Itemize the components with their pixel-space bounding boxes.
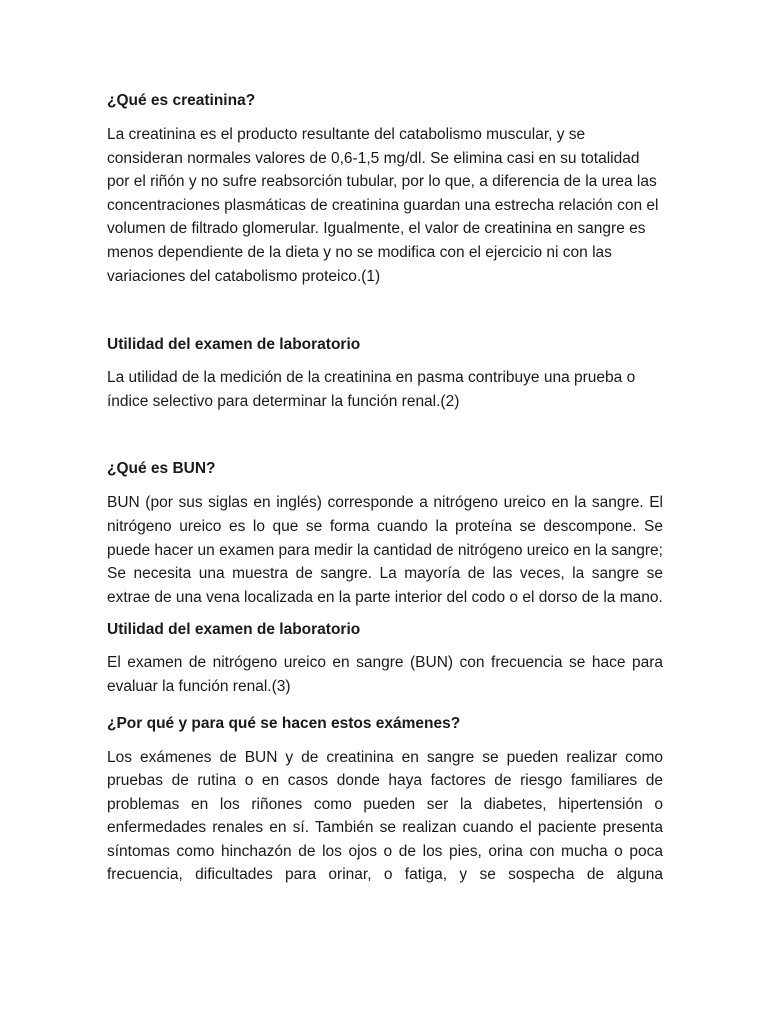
paragraph-por-que-examenes: Los exámenes de BUN y de creatinina en sangre se pueden realizar como pruebas de rutina o en casos donde haya factores de riesgo familiares de problemas en los riñones como pueden ser la diabetes, hipertensión o enfermedades renales en sí. También se realizan cuando el paciente presenta síntomas como hinchazón de los ojos o de los pies, orina con mucha o poca frecuencia, dificultades para orinar, o fatiga, y se sospecha de alguna xyxy=(107,748,663,884)
heading-que-es-creatinina: ¿Qué es creatinina? xyxy=(107,92,256,109)
heading-por-que-examenes: ¿Por qué y para qué se hacen estos exámenes? xyxy=(107,714,461,732)
paragraph-utilidad-creatinina: La utilidad de la medición de la creatinina en pasma contribuye una prueba o índice selectivo para determinar la función renal.(2) xyxy=(107,369,636,410)
heading-utilidad-bun: Utilidad del examen de laboratorio xyxy=(107,621,361,639)
heading-utilidad-creatinina: Utilidad del examen de laboratorio xyxy=(107,336,361,354)
paragraph-creatinina: La creatinina es el producto resultante del catabolismo muscular, y se consideran normales valores de 0,6-1,5 mg/dl. Se elimina casi en su totalidad por el riñón y no sufre reabsorción tubular, por lo que, a diferencia de la urea las concentraciones plasmáticas de creatinina guardan una estrecha relación con el volumen de filtrado glomerular. Igualmente, el valor de creatinina en sangre es menos dependiente de la dieta y no se modifica con el ejercicio ni con las variaciones del catabolismo proteico.(1) xyxy=(107,126,659,285)
document-content xyxy=(107,90,663,887)
paragraph-utilidad-bun: El examen de nitrógeno ureico en sangre (BUN) con frecuencia se hace para evaluar la función renal.(3) xyxy=(107,654,663,695)
paragraph-bun: BUN (por sus siglas en inglés) corresponde a nitrógeno ureico en la sangre. El nitrógeno ureico es lo que se forma cuando la proteína se descompone. Se puede hacer un examen para medir la cantidad de nitrógeno ureico en la sangre; Se necesita una muestra de sangre. La mayoría de las veces, la sangre se extrae de una vena localizada en la parte interior del codo o el dorso de la mano. xyxy=(107,494,663,606)
heading-que-es-bun: ¿Qué es BUN? xyxy=(107,460,216,478)
